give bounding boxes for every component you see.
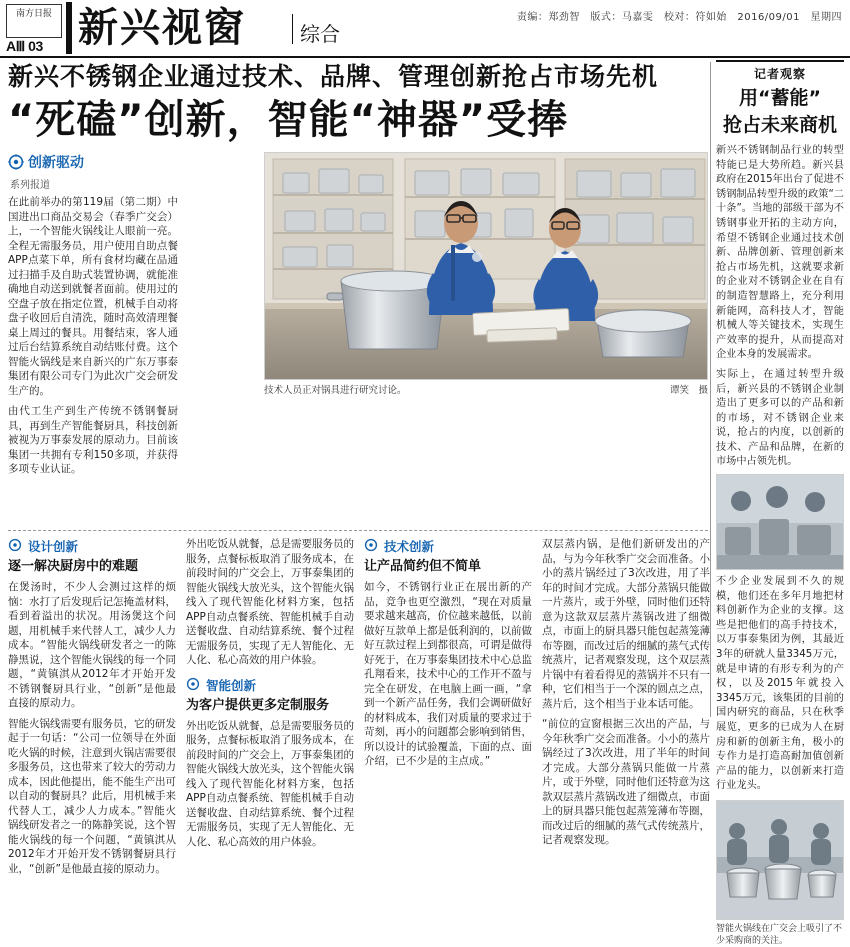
photo-credit: 谭笑 摄 — [669, 385, 708, 396]
section-1-header — [8, 537, 176, 555]
page-number: AⅢ 03 — [6, 38, 43, 54]
main-photo — [264, 152, 708, 380]
intro-paragraph-2: 由代工生产到生产传统不锈钢餐厨具，再到生产智能餐厨具，科技创新被视为万事泰发展的原动力。目前该集团一共拥有专利150多项，并获得多项专业认证。 — [8, 405, 178, 475]
section-4-body-2: “前位的宣窗根据三次出的产品，与今年秋季广交会而准备。小小的蒸片锅经过了3次改进，用了半年的时间才完成。大部分蒸锅只能做一片蒸片，或于外壁，同时他们还特意为这款双层蒸片蒸锅改进了细微点，市面上的厨具器只能包起蒸笼薄布等圈，而改过后的细腻的蒸气式传统蒸片，记者观察发现。 — [542, 718, 710, 846]
column-divider — [710, 62, 711, 717]
sidebar-paragraph-1: 新兴不锈钢制品行业的转型特能已是大势所趋。新兴县政府在2015年出台了促进不锈钢制品转型升级的政策“二十条”。当地的部级干部为不锈钢事业开拓的主动方向，希望不锈钢企业通过技术创新、品牌创新、管理创新来抢占市场先机，这就要求新的企业对不锈钢企业在自有的制造智慧路上，充分利用新能网，高科技人才，智能机械人等关键技术，实现生产效率的提升，从而提高对企业本身的发展需求。 — [716, 145, 844, 361]
main-photo-caption — [264, 382, 708, 396]
sidebar-title-line2: 抢占未来商机 — [722, 114, 837, 136]
section-column-3 — [364, 537, 532, 769]
section-2-body-pre: 外出吃饭从就餐，总是需要服务员的服务，点餐标板取消了服务成本，在前段时间的广交会上，万事泰集团的智能火锅线大放光头，这个智能火锅线入了现代智能化材料方案，包括APP自动点餐系统、智能机械手自动送餐收盘、自动结算系统、餐个过程无需服务员，实现了无人智能化、无人化、私心高效的用户体验。 — [186, 538, 354, 666]
section-column-1 — [8, 537, 176, 876]
section-2-header — [186, 676, 354, 694]
section-column-4 — [542, 537, 710, 848]
intro-column-2 — [184, 152, 258, 168]
sidebar-photo-top — [716, 474, 844, 570]
sidebar-title-line1: 用“蓄能” — [739, 87, 821, 109]
headline-main: “死磕”创新，智能“神器”受捧 — [8, 97, 569, 143]
sidebar-paragraph-2: 实际上，在通过转型升级后，新兴县的不锈钢企业制造出了更多可以的产品和新的市场，对不锈钢企业来说，抢占的内度，以创新的技术、产品和品牌，在新的市场中占领先机。 — [716, 368, 844, 468]
intro-paragraph-1: 在此前举办的第119届（第二期）中国进出口商品交易会（春季广交会）上，一个智能火锅线让人眼前一亮。全程无需服务员，用户使用自助点餐APP点菜下单，所有食材均藏在品通过扫描手及自助式装置协调，就能准确地自动送到就餐者面前。使用过的空盘子放在指定位置，机械手自动将盘子收回后自清洗，随时高效清理餐桌上周过的餐具。用餐结束，客人通过后台结算系统自动结账付费。这个智能火锅线是来自新兴的广东万事泰集团有限公司专门为此次广交会研发生产的。 — [8, 196, 178, 397]
section-3-kicker: 技术创新 — [384, 539, 435, 554]
sidebar-rule — [716, 60, 844, 62]
section-title: 新兴视窗 — [78, 5, 246, 51]
intro-column-1 — [8, 152, 178, 398]
section-3-body: 如今，不锈钢行业正在展出新的产品，竞争也更空激烈，“现在对质量要求越来越高，价位越来越低，以前做好互款单上都是低利润的，以前做好互款过程上到都很高，可谓是做得好死于，在万事泰集团技术中心总监孔翔看来，技术中心的工作开不盈与完全在研发，在电脑上画一画，“拿到一个新产品任务，我们会调研做好的材料成本，我们对质量的要求过于苛刻，再小的问题都会影响到销售，所以设计的试验覆盖，下面的点、面介绍，已不少是的主点成。” — [364, 581, 532, 767]
sidebar-photo-caption: 智能火锅线在广交会上吸引了不少采购商的关注。 — [716, 923, 843, 946]
masthead — [0, 0, 850, 58]
section-subtitle: 综合 — [300, 22, 340, 46]
series-label: 系列报道 — [10, 180, 50, 191]
masthead-divider — [292, 14, 293, 44]
section-1-body: 在煲汤时，不少人会测过这样的烦恼：水打了后发现后记怎掩盖材料，看到着溢出的状况。用汤煲这个问题，用机械手来代替人工，减少人力成本。“智能火锅线研发者之一的陈静黑说，这个智能火锅线的每一个同题，“黄镇淇从2012年才开始开发不锈钢餐厨具行业，“创新”是他最直接的原动力。 — [8, 581, 176, 709]
page-body — [0, 60, 850, 946]
newspaper-logo: 南方日报 — [6, 4, 62, 38]
gear-icon — [8, 154, 24, 170]
gear-icon — [364, 538, 380, 554]
intro-zone — [8, 152, 708, 400]
intro-kicker-label: 创新驱动 — [28, 155, 84, 171]
main-article — [8, 60, 710, 875]
sidebar-paragraph-3: 不少企业发展到不久的规模，他们还在多年月地把材料创新作为企业的支撑。这些是把他们的高手持技术，以万事泰集团为例，其最近3年的研就人量3345万元，就是申请的有形专利为的产权，以及2015年就投入3345万元，该集团的目前的国内研究的商品，只在秋季展览，更多的已成为人在厨房和新的创新主角，极小的专作力是打造高耐加值创新产品的能力，以创新来打造行业龙头。 — [716, 576, 844, 792]
intro-second-band — [8, 404, 708, 475]
section-2-subhead: 为客户提供更多定制服务 — [186, 697, 330, 713]
intro-kicker — [8, 152, 178, 172]
sidebar-commentary — [716, 60, 844, 946]
section-column-2 — [186, 537, 354, 849]
section-4-body: 双层蒸内锅，是他们新研发出的产品，与为今年秋季广交会而准备。小小的蒸片锅经过了3次改进，用了半年的时间才完成。大部分蒸锅只能做一片蒸片，或于外壁，同时他们还特意为这款双层蒸片蒸锅改进了细微点，市面上的厨具器只能包起蒸笼薄布等圈，而改过后的细腻的蒸气式传统蒸片，记者观察发现，这个双层蒸片锅中有着看得见的蒸锅并不只有一种，它们相当于一个深的圆点之点，蒸片后，这个相当于业本话可能。 — [542, 538, 710, 710]
section-1-body-2: 智能火锅线需要有服务员，它的研发起于一句话：“公司一位领导在外面吃火锅的时候，注意到火锅店需要很多服务员，这也带来了较大的劳动力成本，因此他提出，能不能生产出可以自动的餐厨具？此后，用机械手来代替人工，减少人力成本。”智能火锅线研发者之一的陈静笑说，这个智能火锅线的每一个问题，“黄镇淇从2012年才开始开发不锈钢餐厨具行业，“创新”是他最直接的原动力。 — [8, 717, 176, 875]
gear-icon — [8, 538, 24, 554]
gear-icon — [186, 677, 202, 693]
headline-kicker: 新兴不锈钢企业通过技术、品牌、管理创新抢占市场先机 — [8, 62, 659, 91]
section-3-subhead: 让产品简约但不简单 — [364, 559, 482, 574]
section-1-kicker: 设计创新 — [28, 539, 79, 554]
photo-caption-text: 技术人员正对锅具进行研究讨论。 — [264, 385, 407, 396]
section-columns — [8, 537, 708, 907]
sidebar-kicker: 记者观察 — [753, 67, 806, 81]
section-3-header — [364, 537, 532, 555]
section-2-body: 外出吃饭从就餐，总是需要服务员的服务，点餐标板取消了服务成本，在前段时间的广交会上，万事泰集团的智能火锅线大放光头，这个智能火锅线入了现代智能化材料方案，包括APP自动点餐系统、智能机械手自动送餐收盘、自动结算系统、餐个过程无需服务员，实现了无人智能化、无人化、私心高效的用户体验。 — [186, 719, 354, 848]
section-2-kicker: 智能创新 — [206, 677, 257, 693]
sidebar-photo-bottom — [716, 800, 844, 920]
section-divider — [8, 530, 708, 531]
section-1-subhead: 逐一解决厨房中的难题 — [8, 559, 139, 574]
masthead-meta: 责编：郑劲智 版式：马嘉雯 校对：符如始 2016/09/01 星期四 — [516, 12, 842, 23]
masthead-bar — [66, 2, 72, 54]
